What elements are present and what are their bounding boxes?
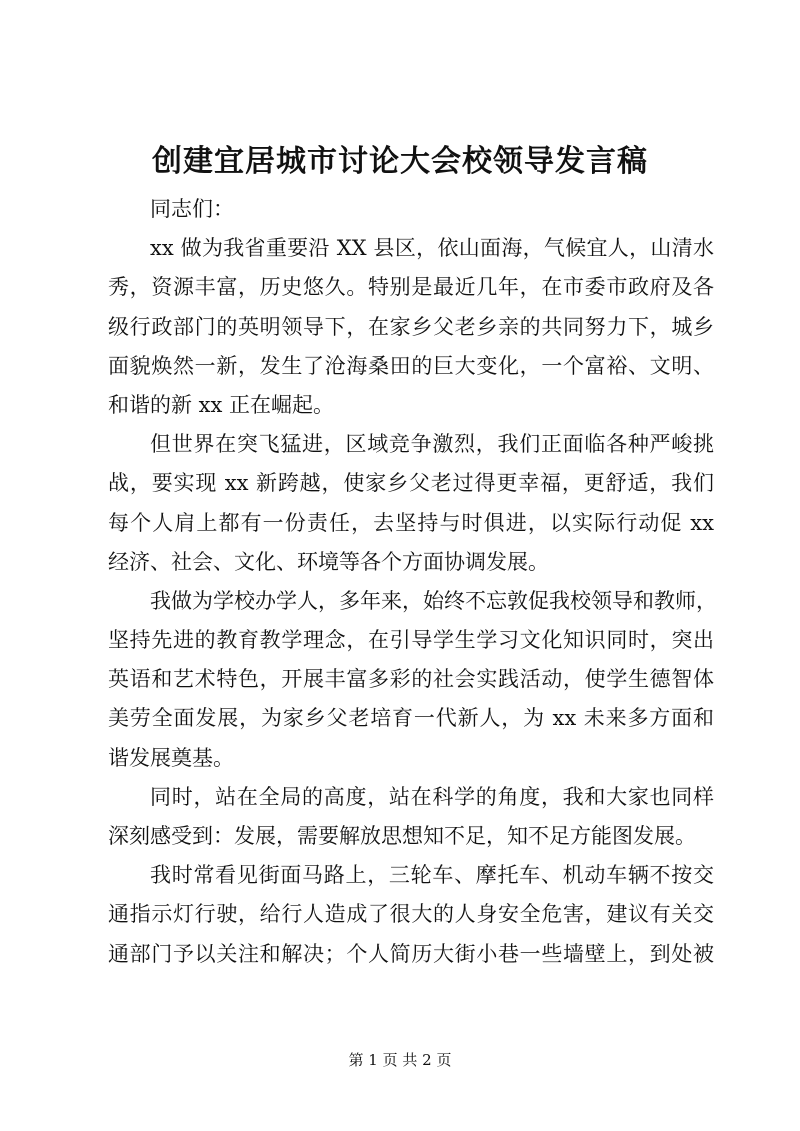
paragraph-1-line-2: 秀，资源丰富，历史悠久。特别是最近几年，在市委市政府及各	[108, 275, 714, 300]
salutation: 同志们：	[150, 197, 234, 221]
document-body	[108, 190, 717, 974]
paragraph-5-line-1: 我时常看见街面马路上，三轮车、摩托车、机动车辆不按交	[150, 863, 714, 888]
page-number-footer: 第 1 页 共 2 页	[348, 1051, 452, 1069]
paragraph-1-line-5: 和谐的新 xx 正在崛起。	[108, 392, 335, 417]
paragraph-1-line-1: xx 做为我省重要沿 XX 县区，依山面海，气候宜人，山清水	[150, 236, 714, 261]
paragraph-3-line-5: 谐发展奠基。	[108, 745, 234, 770]
paragraph-2-line-2: 战，要实现 xx 新跨越，使家乡父老过得更幸福，更舒适，我们	[108, 471, 714, 496]
paragraph-3-line-3: 英语和艺术特色，开展丰富多彩的社会实践活动，使学生德智体	[108, 667, 714, 692]
paragraph-3-line-1: 我做为学校办学人，多年来，始终不忘敦促我校领导和教师，	[150, 588, 717, 613]
paragraph-5-line-3: 通部门予以关注和解决；个人简历大街小巷一些墙壁上，到处被	[108, 941, 714, 966]
paragraph-2-line-1: 但世界在突飞猛进，区域竞争激烈，我们正面临各种严峻挑	[150, 432, 714, 457]
paragraph-4-line-2: 深刻感受到：发展，需要解放思想知不足，知不足方能图发展。	[108, 824, 696, 848]
paragraph-5-line-2: 通指示灯行驶，给行人造成了很大的人身安全危害，建议有关交	[108, 902, 714, 927]
paragraph-1-line-4: 面貌焕然一新，发生了沧海桑田的巨大变化，一个富裕、文明、	[108, 353, 714, 378]
document-title: 创建宜居城市讨论大会校领导发言稿	[152, 144, 648, 179]
paragraph-2-line-3: 每个人肩上都有一份责任，去坚持与时俱进，以实际行动促 xx	[108, 510, 714, 535]
paragraph-1-line-3: 级行政部门的英明领导下，在家乡父老乡亲的共同努力下，城乡	[108, 314, 714, 339]
paragraph-3-line-4: 美劳全面发展，为家乡父老培育一代新人，为 xx 未来多方面和	[108, 706, 714, 731]
paragraph-3-line-2: 坚持先进的教育教学理念，在引导学生学习文化知识同时，突出	[108, 628, 714, 653]
paragraph-4-line-1: 同时，站在全局的高度，站在科学的角度，我和大家也同样	[150, 784, 714, 809]
paragraph-2-line-4: 经济、社会、文化、环境等各个方面协调发展。	[108, 549, 549, 574]
